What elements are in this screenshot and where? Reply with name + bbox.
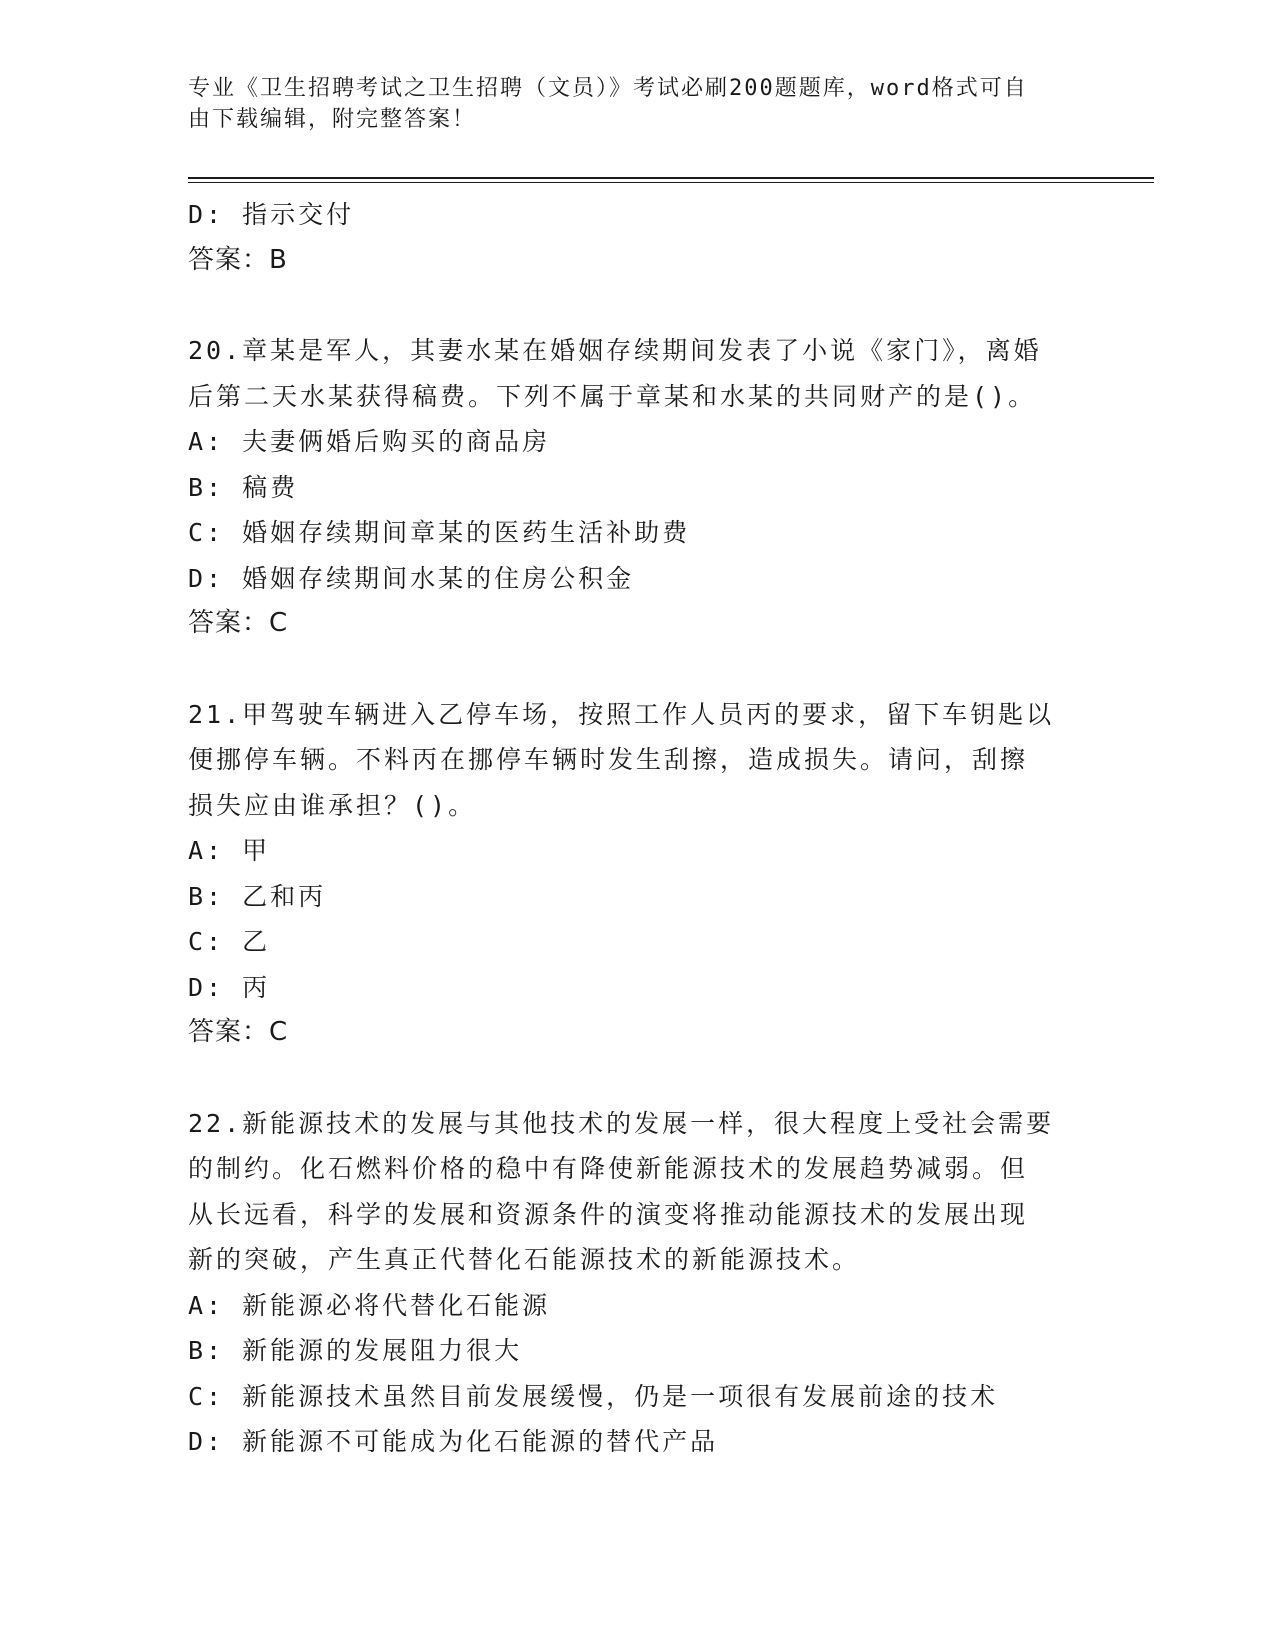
question-stem-line: 从长远看，科学的发展和资源条件的演变将推动能源技术的发展出现 <box>188 1199 1029 1229</box>
question-22 <box>188 1101 1088 1465</box>
header-line-2: 由下载编辑，附完整答案！ <box>188 107 477 132</box>
answer-line: 答案：B <box>188 244 288 275</box>
header-divider-thin <box>188 182 1154 183</box>
spacer <box>188 283 1088 328</box>
spacer <box>188 1056 1088 1101</box>
option-a: A: 夫妻俩婚后购买的商品房 <box>188 427 551 456</box>
option-d: D: 新能源不可能成为化石能源的替代产品 <box>188 1427 719 1456</box>
option-d: D: 丙 <box>188 972 271 1002</box>
document-header <box>188 73 1088 135</box>
option-c: C: 乙 <box>188 927 271 956</box>
option-b: B: 乙和丙 <box>188 881 327 911</box>
question-stem-line: 21.甲驾驶车辆进入乙停车场，按照工作人员丙的要求，留下车钥匙以 <box>188 699 1055 729</box>
option-d: D: 婚姻存续期间水某的住房公积金 <box>188 563 635 593</box>
option-d: D: 指示交付 <box>188 200 355 229</box>
answer-line: 答案：C <box>188 1017 289 1047</box>
question-20 <box>188 328 1088 647</box>
question-stem-line: 20.章某是军人，其妻水某在婚姻存续期间发表了小说《家门》，离婚 <box>188 336 1042 365</box>
spacer <box>188 647 1088 692</box>
question-stem-line: 新的突破，产生真正代替化石能源技术的新能源技术。 <box>188 1245 861 1274</box>
question-stem-line: 损失应由谁承担？()。 <box>188 790 477 820</box>
option-b: B: 稿费 <box>188 472 299 502</box>
question-stem-line: 后第二天水某获得稿费。下列不属于章某和水某的共同财产的是()。 <box>188 381 1037 411</box>
header-divider-thick <box>188 177 1154 179</box>
header-line-1: 专业《卫生招聘考试之卫生招聘（文员）》考试必刷200题题库，word格式可自 <box>188 76 1028 101</box>
question-stem-line: 22.新能源技术的发展与其他技术的发展一样，很大程度上受社会需要 <box>188 1108 1055 1138</box>
question-21 <box>188 692 1088 1056</box>
option-c: C: 婚姻存续期间章某的医药生活补助费 <box>188 518 691 547</box>
option-a: A: 新能源必将代替化石能源 <box>188 1290 551 1320</box>
question-stem-line: 便挪停车辆。不料丙在挪停车辆时发生刮擦，造成损失。请问，刮擦 <box>188 745 1029 774</box>
question-19-tail <box>188 192 1088 283</box>
question-stem-line: 的制约。化石燃料价格的稳中有降使新能源技术的发展趋势减弱。但 <box>188 1154 1029 1183</box>
question-list <box>188 192 1088 1465</box>
option-c: C: 新能源技术虽然目前发展缓慢，仍是一项很有发展前途的技术 <box>188 1381 999 1411</box>
answer-line: 答案：C <box>188 608 289 638</box>
option-b: B: 新能源的发展阻力很大 <box>188 1336 523 1365</box>
option-a: A: 甲 <box>188 836 271 865</box>
